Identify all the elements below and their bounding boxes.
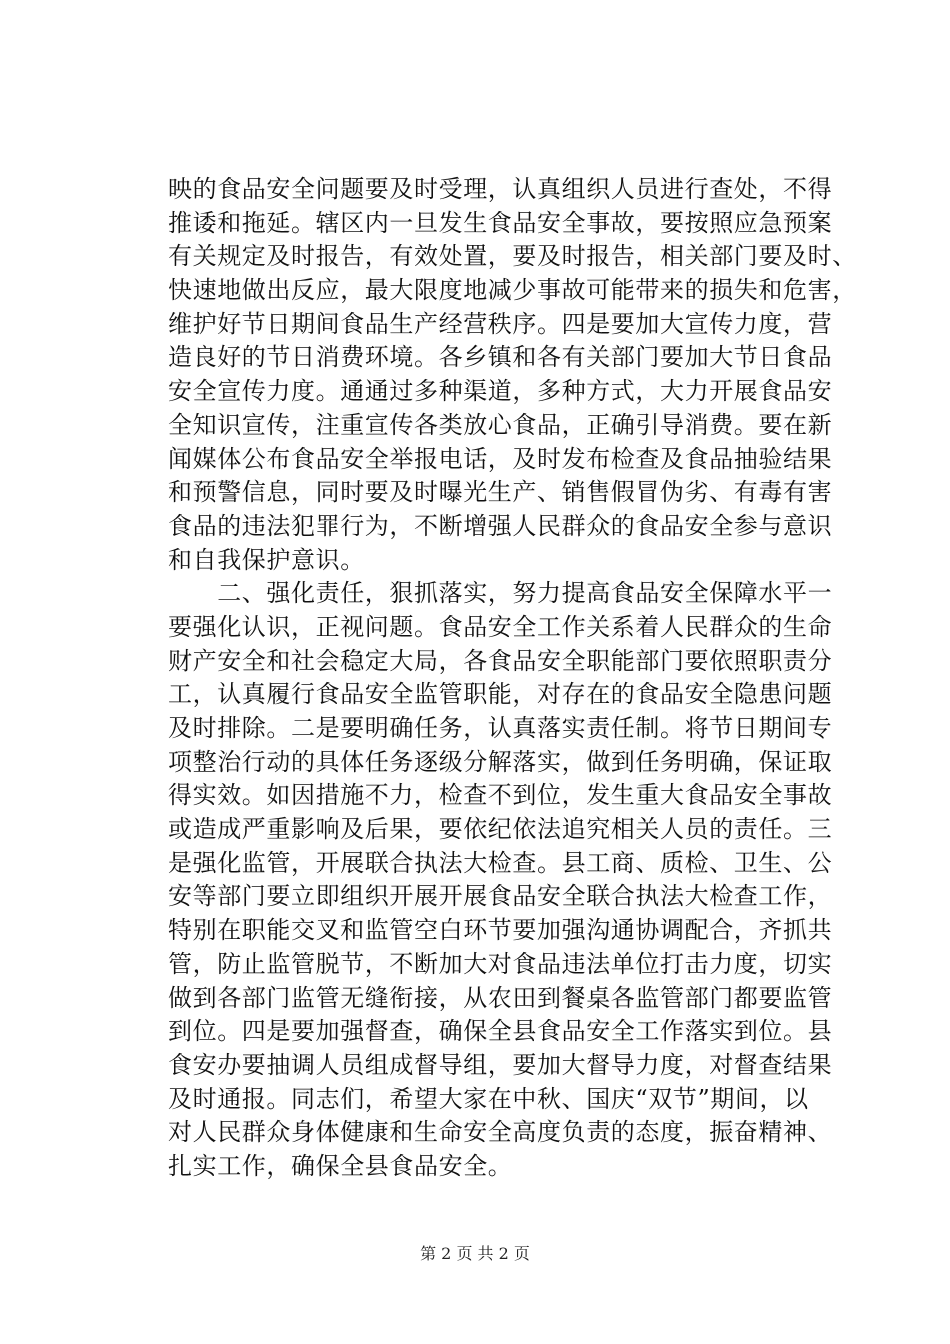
text-line: 管，防止监管脱节，不断加大对食品违法单位打击力度，切实 — [168, 949, 833, 978]
text-line: 映的食品安全问题要及时受理，认真组织人员进行查处，不得 — [168, 175, 833, 203]
document-body — [168, 173, 857, 1184]
text-line: 到位。四是要加强督查，确保全县食品安全工作落实到位。县 — [168, 1017, 833, 1046]
text-line: 闻媒体公布食品安全举报电话，及时发布检查及食品抽验结果 — [168, 444, 833, 473]
text-line: 扎实工作，确保全县食品安全。 — [168, 1151, 513, 1180]
text-line: 是强化监管，开展联合执法大检查。县工商、质检、卫生、公 — [168, 848, 833, 877]
text-line: 项整治行动的具体任务逐级分解落实，做到任务明确，保证取 — [168, 747, 833, 776]
text-line: 做到各部门监管无缝衔接，从农田到餐桌各监管部门都要监管 — [168, 983, 833, 1012]
text-line: 快速地做出反应，最大限度地减少事故可能带来的损失和危害， — [168, 276, 857, 305]
text-line: 食安办要抽调人员组成督导组，要加大督导力度，对督查结果 — [168, 1050, 833, 1079]
text-line: 安等部门要立即组织开展开展食品安全联合执法大检查工作， — [168, 882, 833, 911]
page-footer: 第 2 页 共 2 页 — [420, 1244, 530, 1263]
text-line: 财产安全和社会稳定大局，各食品安全职能部门要依照职责分 — [168, 646, 833, 675]
text-line: 维护好节日期间食品生产经营秩序。四是要加大宣传力度，营 — [168, 309, 833, 338]
text-line: 特别在职能交叉和监管空白环节要加强沟通协调配合，齐抓共 — [168, 916, 833, 945]
text-line: 或造成严重影响及后果，要依纪依法追究相关人员的责任。三 — [168, 815, 833, 844]
text-line: 对人民群众身体健康和生命安全高度负责的态度，振奋精神、 — [168, 1118, 833, 1147]
text-line: 食品的违法犯罪行为，不断增强人民群众的食品安全参与意识 — [168, 511, 833, 540]
text-line: 二、强化责任，狠抓落实，努力提高食品安全保障水平一 — [168, 579, 833, 608]
text-line: 要强化认识，正视问题。食品安全工作关系着人民群众的生命 — [168, 612, 833, 641]
text-line: 工，认真履行食品安全监管职能，对存在的食品安全隐患问题 — [168, 680, 833, 709]
text-line: 及时通报。同志们，希望大家在中秋、国庆“双节”期间，以 — [168, 1084, 809, 1113]
text-line: 和预警信息，同时要及时曝光生产、销售假冒伪劣、有毒有害 — [168, 478, 833, 507]
text-line: 安全宣传力度。通通过多种渠道，多种方式，大力开展食品安 — [168, 377, 833, 406]
text-line: 全知识宣传，注重宣传各类放心食品，正确引导消费。要在新 — [168, 410, 833, 439]
text-line: 和自我保护意识。 — [168, 545, 365, 574]
text-line: 有关规定及时报告，有效处置，要及时报告，相关部门要及时、 — [168, 242, 857, 271]
text-line: 得实效。如因措施不力，检查不到位，发生重大食品安全事故 — [168, 781, 833, 810]
text-line: 推诿和拖延。辖区内一旦发生食品安全事故，要按照应急预案 — [168, 208, 833, 237]
text-line: 造良好的节日消费环境。各乡镇和各有关部门要加大节日食品 — [168, 343, 833, 372]
text-line: 及时排除。二是要明确任务，认真落实责任制。将节日期间专 — [168, 714, 833, 742]
